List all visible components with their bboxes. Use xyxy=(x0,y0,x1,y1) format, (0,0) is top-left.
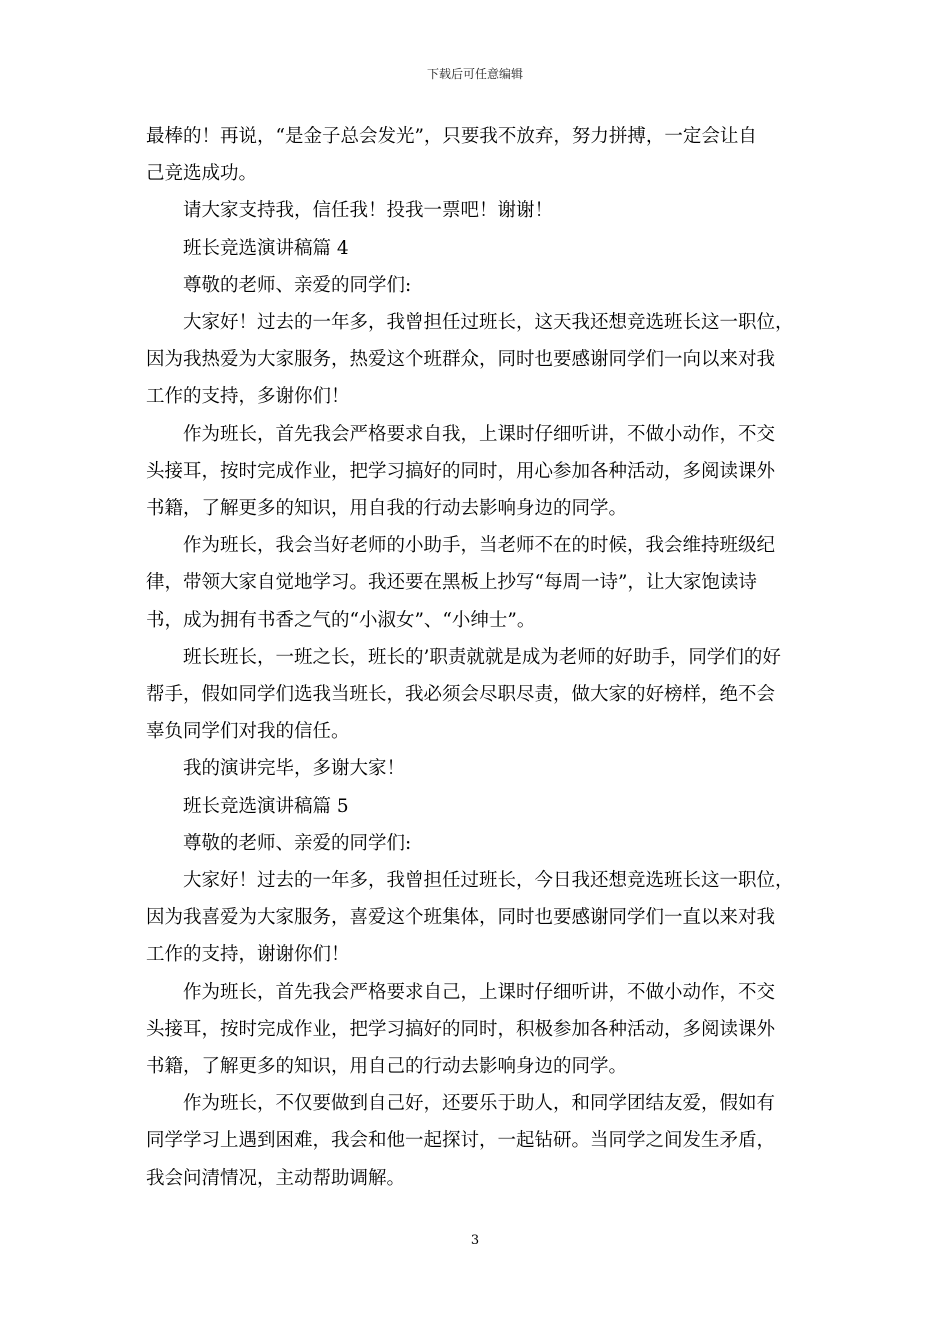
text-line: 己竞选成功。 xyxy=(146,163,258,185)
text-line: 大家好！过去的一年多，我曾担任过班长，这天我还想竞选班长这一职位， xyxy=(183,312,794,334)
text-line: 作为班长，我会当好老师的小助手，当老师不在的时候，我会维持班级纪 xyxy=(183,535,776,557)
text-line: 因为我热爱为大家服务，热爱这个班群众，同时也要感谢同学们一向以来对我 xyxy=(146,349,776,371)
text-line: 大家好！过去的一年多，我曾担任过班长，今日我还想竞选班长这一职位， xyxy=(183,870,794,892)
text-line: 班长竞选演讲稿篇 5 xyxy=(183,795,349,817)
text-line: 尊敬的老师、亲爱的同学们: xyxy=(183,832,412,854)
text-line: 请大家支持我，信任我！投我一票吧！谢谢！ xyxy=(183,200,554,222)
text-line: 头接耳，按时完成作业，把学习搞好的同时，用心参加各种活动，多阅读课外 xyxy=(146,460,776,482)
text-line: 律，带领大家自觉地学习。我还要在黑板上抄写“每周一诗”，让大家饱读诗 xyxy=(146,572,757,594)
text-line: 工作的支持，谢谢你们！ xyxy=(146,944,350,966)
page-header: 下载后可任意编辑 xyxy=(426,67,523,81)
text-line: 尊敬的老师、亲爱的同学们: xyxy=(183,274,412,296)
text-line: 作为班长，首先我会严格要求自我，上课时仔细听讲，不做小动作，不交 xyxy=(183,423,776,445)
text-line: 班长班长，一班之长，班长的’职责就就是成为老师的好助手，同学们的好 xyxy=(183,646,781,668)
text-line: 同学学习上遇到困难，我会和他一起探讨，一起钻研。当同学之间发生矛盾， xyxy=(146,1130,776,1152)
page-number: 3 xyxy=(470,1233,480,1248)
text-line: 头接耳，按时完成作业，把学习搞好的同时，积极参加各种活动，多阅读课外 xyxy=(146,1018,776,1040)
text-line: 我会问清情况，主动帮助调解。 xyxy=(146,1167,406,1189)
text-line: 因为我喜爱为大家服务，喜爱这个班集体，同时也要感谢同学们一直以来对我 xyxy=(146,907,776,929)
text-line: 我的演讲完毕，多谢大家！ xyxy=(183,758,406,780)
text-line: 作为班长，不仅要做到自己好，还要乐于助人，和同学团结友爱，假如有 xyxy=(183,1093,776,1115)
text-line: 书，成为拥有书香之气的“小淑女”、“小绅士”。 xyxy=(146,609,536,631)
text-line: 作为班长，首先我会严格要求自己，上课时仔细听讲，不做小动作，不交 xyxy=(183,981,776,1003)
text-line: 工作的支持，多谢你们！ xyxy=(146,386,350,408)
text-line: 辜负同学们对我的信任。 xyxy=(146,721,350,743)
text-line: 书籍，了解更多的知识，用自我的行动去影响身边的同学。 xyxy=(146,498,628,520)
text-line: 书籍，了解更多的知识，用自己的行动去影响身边的同学。 xyxy=(146,1056,628,1078)
text-line: 帮手，假如同学们选我当班长，我必须会尽职尽责，做大家的好榜样，绝不会 xyxy=(146,684,776,706)
document-body xyxy=(146,118,806,1197)
text-line: 最棒的！再说，“是金子总会发光”，只要我不放弃，努力拼搏，一定会让自 xyxy=(146,126,757,147)
text-line: 班长竞选演讲稿篇 4 xyxy=(183,237,349,259)
